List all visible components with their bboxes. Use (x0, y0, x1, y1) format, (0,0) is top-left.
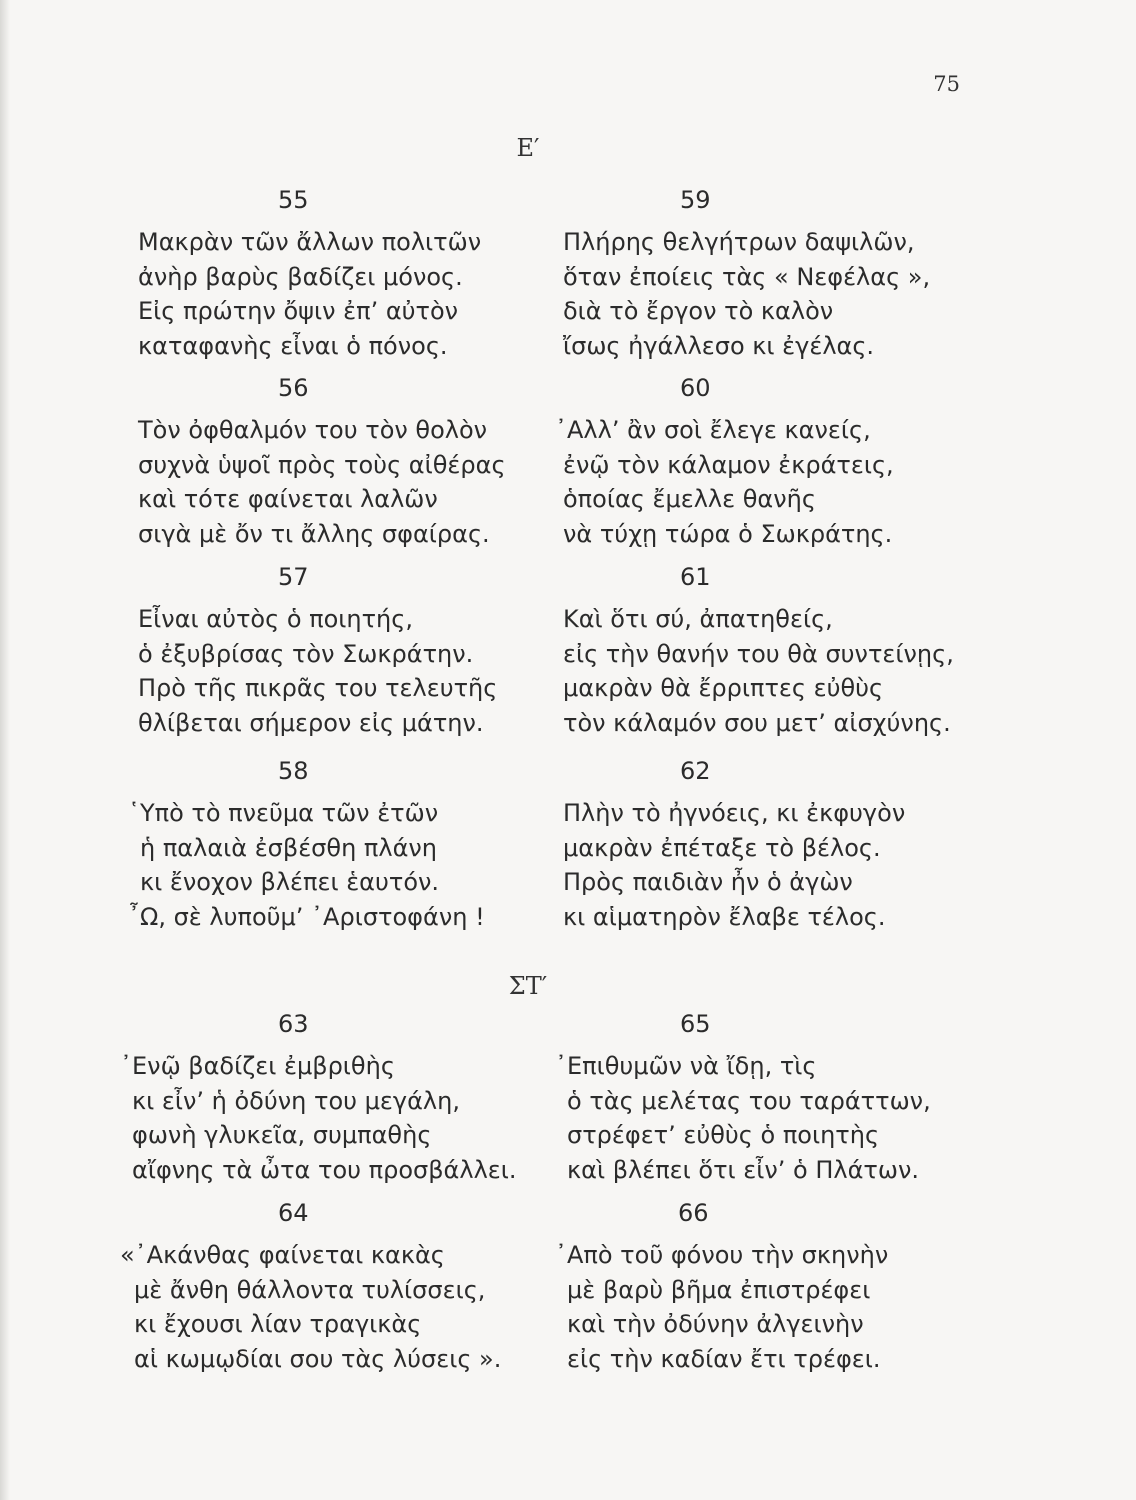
verse-line: ῾Υπὸ τὸ πνεῦμα τῶν ἐτῶν (128, 799, 439, 827)
verse-line: Πλήρης θελγήτρων δαψιλῶν, (563, 228, 915, 256)
verse-line: Πρὸς παιδιὰν ἦν ὁ ἀγὼν (563, 868, 853, 896)
verse-line: αἴφνης τὰ ὦτα του προσβάλλει. (132, 1155, 517, 1184)
verse-line: «᾿Ακάνθας φαίνεται κακὰς (120, 1241, 445, 1269)
stanza-number: 63 (278, 1010, 309, 1038)
verse-line: συχνὰ ὑψοῖ πρὸς τοὺς αἰθέρας (138, 450, 506, 479)
stanza-number: 56 (278, 374, 309, 402)
verse-line: καὶ τότε φαίνεται λαλῶν (138, 485, 438, 513)
verse-line: τὸν κάλαμόν σου μετ’ αἰσχύνης. (563, 708, 951, 737)
stanza-64 (120, 1195, 560, 1376)
stanza-59 (563, 182, 1003, 363)
stanza-56 (138, 370, 578, 551)
verse-line: στρέφετ’ εὐθὺς ὁ ποιητὴς (567, 1121, 880, 1149)
verse-line: Τὸν ὀφθαλμόν του τὸν θολὸν (138, 416, 488, 444)
section-heading-st: ΣΤ′ (508, 972, 548, 1000)
stanza-number: 59 (680, 186, 711, 214)
verse-line: εἰς τὴν θανήν του θὰ συντείνῃς, (563, 639, 954, 668)
verse-line: μακρὰν ἐπέταξε τὸ βέλος. (563, 833, 881, 862)
verse-line: καὶ βλέπει ὅτι εἶν’ ὁ Πλάτων. (567, 1155, 919, 1184)
verse-line: Εἶναι αὐτὸς ὁ ποιητής, (138, 605, 413, 633)
stanza-number: 57 (278, 563, 309, 591)
verse-line: ὁ τὰς μελέτας του ταράττων, (567, 1086, 931, 1115)
verse-line: φωνὴ γλυκεῖα, συμπαθὴς (132, 1121, 432, 1149)
verse-line: ἴσως ἠγάλλεσο κι ἐγέλας. (563, 331, 875, 360)
verse-line: σιγὰ μὲ ὄν τι ἄλλης σφαίρας. (138, 519, 490, 548)
verse-line: ἐνῷ τὸν κάλαμον ἐκράτεις, (563, 450, 894, 479)
stanza-number: 64 (278, 1199, 309, 1227)
verse-line: ὁποίας ἔμελλε θανῆς (563, 485, 816, 513)
verse-line: ᾿Απὸ τοῦ φόνου τὴν σκηνὴν (555, 1241, 889, 1269)
verse-line: κι εἶν’ ἡ ὀδύνη του μεγάλη, (132, 1086, 460, 1115)
verse-line: κι ἔχουσι λίαν τραγικὰς (134, 1310, 422, 1338)
verse-line: θλίβεται σήμερον εἰς μάτην. (138, 708, 484, 737)
verse-line: μὲ ἄνθη θάλλοντα τυλίσσεις, (134, 1275, 486, 1304)
section-heading-e: Ε′ (516, 134, 540, 162)
page-number: 75 (933, 72, 960, 96)
stanza-number: 65 (680, 1010, 711, 1038)
verse-line: ὁ ἐξυβρίσας τὸν Σωκράτην. (138, 639, 474, 668)
stanza-60 (555, 370, 995, 551)
stanza-63 (120, 1006, 560, 1187)
verse-line: Πρὸ τῆς πικρᾶς του τελευτῆς (138, 674, 498, 702)
verse-line: κι αἱματηρὸν ἔλαβε τέλος. (563, 902, 886, 931)
verse-line: μὲ βαρὺ βῆμα ἐπιστρέφει (567, 1275, 871, 1304)
verse-line: ᾿Ενῷ βαδίζει ἐμβριθὴς (120, 1052, 395, 1080)
stanza-number: 62 (680, 757, 711, 785)
verse-line: διὰ τὸ ἔργον τὸ καλὸν (563, 297, 834, 325)
verse-line: κι ἔνοχον βλέπει ἑαυτόν. (140, 868, 440, 896)
verse-line: καταφανὴς εἶναι ὁ πόνος. (138, 331, 448, 360)
verse-line: Εἰς πρώτην ὄψιν ἐπ’ αὐτὸν (138, 297, 459, 325)
verse-line: ῏Ω, σὲ λυποῦμ’ ᾿Αριστοφάνη ! (128, 902, 485, 931)
stanza-62 (563, 753, 1003, 934)
stanza-55 (138, 182, 578, 363)
verse-line: ᾿Αλλ’ ἂν σοὶ ἔλεγε κανείς, (555, 416, 871, 444)
verse-line: μακρὰν θὰ ἔρριπτες εὐθὺς (563, 674, 884, 702)
stanza-number: 58 (278, 757, 309, 785)
verse-line: ἡ παλαιὰ ἐσβέσθη πλάνη (140, 833, 437, 862)
verse-line: ᾿Επιθυμῶν νὰ ἴδῃ, τὶς (555, 1052, 817, 1080)
verse-line: νὰ τύχῃ τώρα ὁ Σωκράτης. (563, 519, 893, 548)
verse-line: Καὶ ὅτι σύ, ἀπατηθείς, (563, 605, 833, 633)
verse-line: καὶ τὴν ὀδύνην ἀλγεινὴν (567, 1310, 864, 1338)
stanza-58 (128, 753, 568, 934)
stanza-number: 60 (680, 374, 711, 402)
stanza-number: 61 (680, 563, 711, 591)
verse-line: Μακρὰν τῶν ἄλλων πολιτῶν (138, 228, 482, 256)
stanza-61 (563, 559, 1003, 740)
verse-line: ὅταν ἐποίεις τὰς « Νεφέλας », (563, 262, 931, 291)
verse-line: εἰς τὴν καδίαν ἔτι τρέφει. (567, 1344, 881, 1373)
stanza-65 (555, 1006, 995, 1187)
stanza-number: 55 (278, 186, 309, 214)
page-edge (0, 0, 10, 1500)
stanza-57 (138, 559, 578, 740)
verse-line: Πλὴν τὸ ἠγνόεις, κι ἐκφυγὸν (563, 799, 906, 827)
verse-line: ἀνὴρ βαρὺς βαδίζει μόνος. (138, 262, 463, 291)
stanza-66 (555, 1195, 995, 1376)
stanza-number: 66 (678, 1199, 709, 1227)
verse-line: αἱ κωμῳδίαι σου τὰς λύσεις ». (134, 1344, 502, 1373)
